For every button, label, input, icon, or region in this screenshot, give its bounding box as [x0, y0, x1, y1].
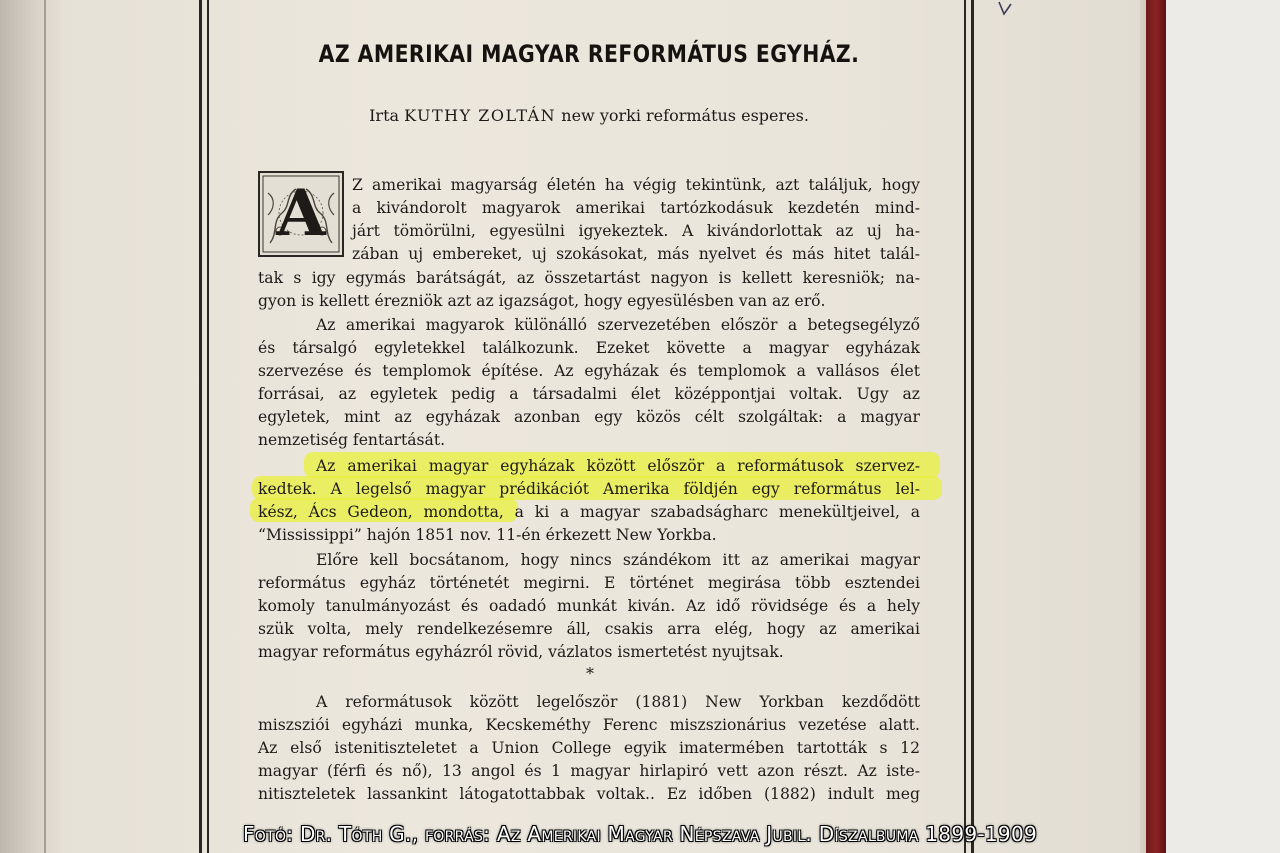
text-line: komoly tanulmányozást és oadadó munkát kiván. Az idő rövidsége és a hely — [258, 597, 920, 615]
right-border-rule-inner — [964, 0, 966, 853]
left-border-rule-inner — [207, 0, 209, 853]
text-line: Az első istenitiszteletet a Union College egyik imatermében tartották s 12 — [258, 739, 920, 757]
text-line: zában uj embereket, uj szokásokat, más nyelvet és más hitet talál- — [352, 245, 920, 263]
text-line: Z amerikai magyarság életén ha végig tekintünk, azt találjuk, hogy — [352, 176, 920, 194]
text-line: magyar (férfi és nő), 13 angol és 1 magyar hirlapiró vett azon részt. Az iste- — [258, 762, 920, 780]
book-cover-edge — [1146, 0, 1166, 853]
text-line: miszsziói egyházi munka, Kecskeméthy Ferenc miszszionárius vezetése alatt. — [258, 716, 920, 734]
text-line: magyar református egyházról rövid, vázlatos ismertetést nyujtsak. — [258, 643, 784, 661]
article-title: AZ AMERIKAI MAGYAR REFORMÁTUS EGYHÁZ. — [318, 40, 860, 68]
drop-cap-ornament — [258, 171, 344, 257]
text-line: járt tömörülni, egyesülni igyekeztek. A kivándorlottak az uj ha- — [352, 222, 920, 240]
text-line: tak s igy egymás barátságát, az összetartást nagyon is kellett keresniök; na- — [258, 269, 920, 287]
text-line: nitiszteletek lassankint látogatottabbak voltak.. Ez időben (1882) indult meg — [258, 785, 920, 803]
text-line: egyletek, mint az egyházak azonban egy közös célt szolgáltak: a magyar — [258, 408, 920, 426]
right-border-rule-outer — [971, 0, 974, 853]
section-separator-asterisk: * — [586, 664, 594, 683]
text-line: A reformátusok között legelőször (1881) New Yorkban kezdődött — [316, 693, 920, 711]
text-line: Az amerikai magyarok különálló szervezetében először a betegsegélyző — [316, 316, 920, 334]
text-line: Előre kell bocsátanom, hogy nincs szándékom itt az amerikai magyar — [316, 551, 920, 569]
text-line: “Mississippi” hajón 1851 nov. 11-én érkezett New Yorkba. — [258, 526, 717, 544]
left-border-rule-outer — [199, 0, 202, 853]
left-page-edge — [44, 0, 46, 853]
byline-author: KUTHY ZOLTÁN — [404, 106, 557, 125]
text-line-highlighted: kész, Ács Gedeon, mondotta, a ki a magyar szabadságharc menekültjeivel, a — [258, 503, 920, 521]
text-line: református egyház történetét megirni. E történet megirása több esztendei — [258, 574, 920, 592]
text-line: szük volta, mely rendelkezésemre áll, csakis arra elég, hogy az amerikai — [258, 620, 920, 638]
text-line: szervezése és templomok építése. Az egyházak és templomok a vallásos élet — [258, 362, 920, 380]
text-line: a kivándorolt magyarok amerikai tartózkodásuk kezdetén mind- — [352, 199, 920, 217]
left-page — [0, 0, 60, 853]
text-line: nemzetiség fentartását. — [258, 431, 446, 449]
drop-cap-letter: A — [276, 176, 326, 251]
pen-mark-icon — [996, 0, 1014, 20]
byline-prefix: Irta — [369, 106, 405, 125]
byline — [258, 106, 920, 125]
text-line: gyon is kellett érezniök azt az igazságot, hogy egyesülésben van az erő. — [258, 292, 826, 310]
text-line: és társalgó egyletekkel találkozunk. Ezeket követte a magyar egyházak — [258, 339, 920, 357]
text-line-highlighted: kedtek. A legelső magyar prédikációt Amerika földjén egy református lel- — [258, 480, 920, 498]
text-line-highlighted: Az amerikai magyar egyházak között először a reformátusok szervez- — [316, 457, 920, 475]
byline-suffix: new yorki református esperes. — [556, 106, 809, 125]
photo-credit-caption: Fotó: Dr. Tóth G., forrás: Az Amerikai Magyar Népszava Jubil. Díszalbuma 1899-1909 — [242, 822, 1038, 846]
text-line: forrásai, az egyletek pedig a társadalmi élet középpontjai voltak. Ugy az — [258, 385, 920, 403]
background-surface — [1166, 0, 1280, 853]
